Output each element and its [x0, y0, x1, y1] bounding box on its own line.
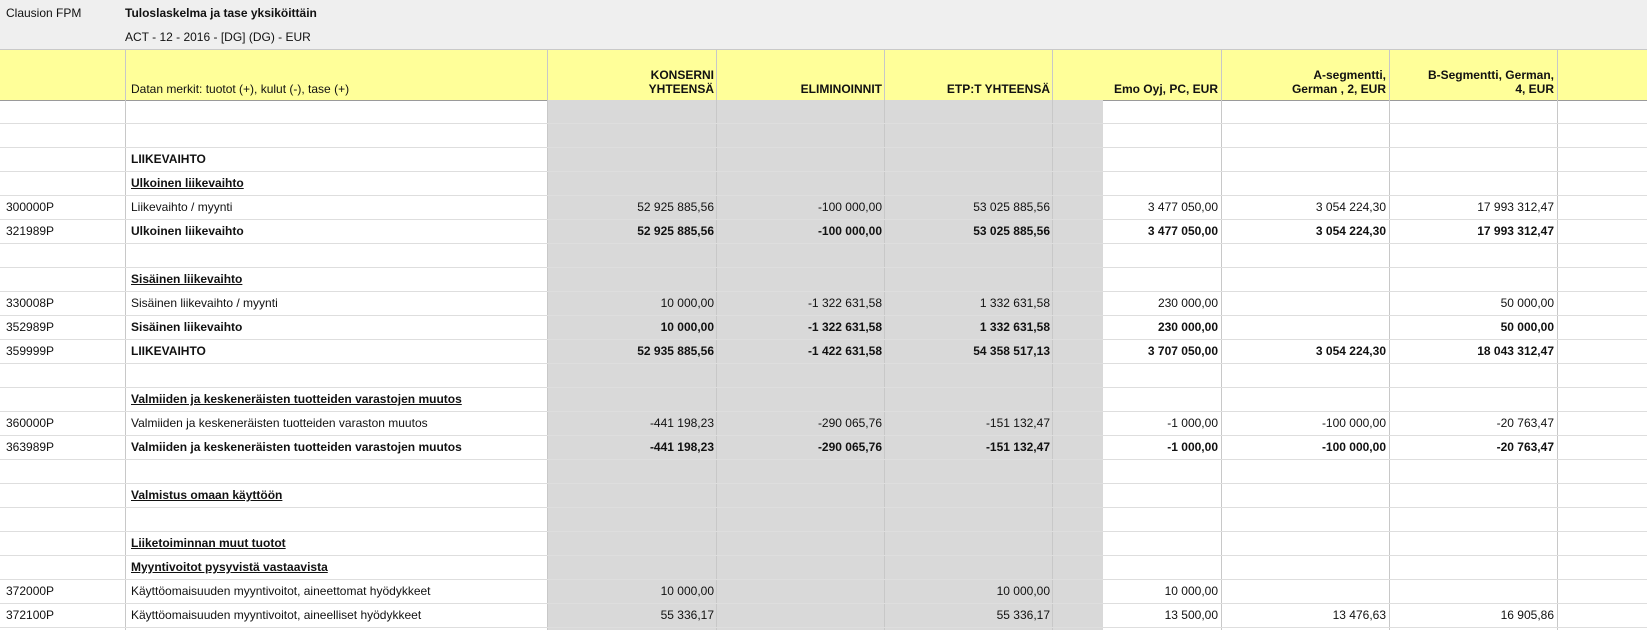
account-code[interactable]: 363989P [6, 440, 55, 454]
value-cell[interactable]: -290 065,76 [817, 416, 882, 430]
account-code[interactable]: 300000P [6, 200, 55, 214]
table-row[interactable] [0, 604, 1647, 628]
value-cell[interactable]: 3 054 224,30 [1315, 200, 1386, 214]
account-code[interactable]: 372100P [6, 608, 55, 622]
account-label[interactable]: Valmistus omaan käyttöön [131, 488, 283, 502]
value-cell[interactable]: 1 332 631,58 [979, 320, 1050, 334]
value-cell[interactable]: 55 336,17 [660, 608, 714, 622]
value-cell[interactable]: 3 054 224,30 [1315, 344, 1386, 358]
value-cell[interactable]: 13 500,00 [1164, 608, 1218, 622]
table-row[interactable] [0, 172, 1647, 196]
table-row[interactable] [0, 100, 1647, 124]
value-cell[interactable]: -100 000,00 [817, 200, 882, 214]
value-cell[interactable]: 17 993 312,47 [1477, 200, 1554, 214]
table-row[interactable] [0, 364, 1647, 388]
report-title: Tuloslaskelma ja tase yksiköittäin [125, 6, 317, 20]
col-header-b-segmentti[interactable]: B-Segmentti, German, 4, EUR [1427, 68, 1554, 96]
value-cell[interactable]: 50 000,00 [1500, 320, 1554, 334]
report-header-row-2 [0, 25, 1647, 50]
account-label[interactable]: Käyttöomaisuuden myyntivoitot, aineelliset hyödykkeet [131, 608, 422, 622]
account-label[interactable]: Valmiiden ja keskeneräisten tuotteiden varastojen muutos [131, 440, 462, 454]
table-row[interactable] [0, 532, 1647, 556]
value-cell[interactable]: -100 000,00 [1321, 416, 1386, 430]
table-row[interactable] [0, 124, 1647, 148]
account-label[interactable]: LIIKEVAIHTO [131, 152, 206, 166]
value-cell[interactable]: 10 000,00 [1164, 584, 1218, 598]
value-cell[interactable]: 10 000,00 [660, 296, 714, 310]
account-label[interactable]: Liikevaihto / myynti [131, 200, 233, 214]
table-row[interactable] [0, 268, 1647, 292]
table-row[interactable] [0, 556, 1647, 580]
account-label[interactable]: Sisäinen liikevaihto [131, 320, 243, 334]
value-cell[interactable]: 10 000,00 [660, 320, 714, 334]
account-label[interactable]: Käyttöomaisuuden myyntivoitot, aineettomat hyödykkeet [131, 584, 431, 598]
table-row[interactable] [0, 484, 1647, 508]
value-cell[interactable]: 10 000,00 [660, 584, 714, 598]
col-header-etpt[interactable]: ETP:T YHTEENSÄ [946, 82, 1050, 96]
account-label[interactable]: Sisäinen liikevaihto [131, 272, 243, 286]
value-cell[interactable]: -441 198,23 [649, 416, 714, 430]
report-header-row-1 [0, 0, 1647, 25]
value-cell[interactable]: 13 476,63 [1332, 608, 1386, 622]
value-cell[interactable]: 3 054 224,30 [1315, 224, 1386, 238]
table-row[interactable] [0, 148, 1647, 172]
value-cell[interactable]: -100 000,00 [1321, 440, 1386, 454]
value-cell[interactable]: 3 477 050,00 [1147, 200, 1218, 214]
value-cell[interactable]: 53 025 885,56 [973, 200, 1050, 214]
account-code[interactable]: 359999P [6, 344, 55, 358]
account-code[interactable]: 360000P [6, 416, 55, 430]
account-label[interactable]: Sisäinen liikevaihto / myynti [131, 296, 278, 310]
account-code[interactable]: 330008P [6, 296, 55, 310]
value-cell[interactable]: -1 000,00 [1167, 416, 1218, 430]
value-cell[interactable]: -20 763,47 [1496, 416, 1554, 430]
value-cell[interactable]: -1 422 631,58 [807, 344, 882, 358]
value-cell[interactable]: -1 322 631,58 [807, 296, 882, 310]
value-cell[interactable]: -151 132,47 [985, 440, 1050, 454]
col-header-a-segmentti[interactable]: A-segmentti, German , 2, EUR [1291, 68, 1386, 96]
value-cell[interactable]: -1 000,00 [1167, 440, 1218, 454]
col-header-konserni[interactable]: KONSERNI YHTEENSÄ [648, 68, 714, 96]
table-row[interactable] [0, 436, 1647, 460]
table-row[interactable] [0, 220, 1647, 244]
account-code[interactable]: 372000P [6, 584, 55, 598]
value-cell[interactable]: 52 935 885,56 [637, 344, 714, 358]
value-cell[interactable]: 16 905,86 [1500, 608, 1554, 622]
table-row[interactable] [0, 580, 1647, 604]
account-label[interactable]: Ulkoinen liikevaihto [131, 224, 244, 238]
report-subtitle: ACT - 12 - 2016 - [DG] (DG) - EUR [125, 30, 311, 44]
table-row[interactable] [0, 292, 1647, 316]
account-label[interactable]: Valmiiden ja keskeneräisten tuotteiden varastojen muutos [131, 392, 462, 406]
value-cell[interactable]: 17 993 312,47 [1477, 224, 1554, 238]
value-cell[interactable]: -20 763,47 [1496, 440, 1554, 454]
table-row[interactable] [0, 244, 1647, 268]
column-header-row [0, 50, 1647, 101]
account-label[interactable]: Myyntivoitot pysyvistä vastaavista [131, 560, 328, 574]
account-code[interactable]: 321989P [6, 224, 55, 238]
table-row[interactable] [0, 388, 1647, 412]
account-label[interactable]: Liiketoiminnan muut tuotot [131, 536, 286, 550]
value-cell[interactable]: -151 132,47 [985, 416, 1050, 430]
account-label[interactable]: Ulkoinen liikevaihto [131, 176, 244, 190]
value-cell[interactable]: 18 043 312,47 [1477, 344, 1554, 358]
value-cell[interactable]: -441 198,23 [649, 440, 714, 454]
value-cell[interactable]: 3 477 050,00 [1147, 224, 1218, 238]
table-row[interactable] [0, 460, 1647, 484]
value-cell[interactable]: 1 332 631,58 [979, 296, 1050, 310]
table-row[interactable] [0, 340, 1647, 364]
table-row[interactable] [0, 316, 1647, 340]
value-cell[interactable]: 50 000,00 [1500, 296, 1554, 310]
value-cell[interactable]: 230 000,00 [1157, 296, 1218, 310]
value-cell[interactable]: -290 065,76 [817, 440, 882, 454]
sign-note: Datan merkit: tuotot (+), kulut (-), tase (+) [131, 82, 350, 96]
table-row[interactable] [0, 196, 1647, 220]
value-cell[interactable]: 3 707 050,00 [1147, 344, 1218, 358]
table-row[interactable] [0, 508, 1647, 532]
value-cell[interactable]: -1 322 631,58 [807, 320, 882, 334]
value-cell[interactable]: 53 025 885,56 [973, 224, 1050, 238]
account-label[interactable]: LIIKEVAIHTO [131, 344, 206, 358]
account-code[interactable]: 352989P [6, 320, 55, 334]
value-cell[interactable]: 230 000,00 [1157, 320, 1218, 334]
value-cell[interactable]: 52 925 885,56 [637, 224, 714, 238]
value-cell[interactable]: 10 000,00 [996, 584, 1050, 598]
table-row[interactable] [0, 412, 1647, 436]
value-cell[interactable]: 55 336,17 [996, 608, 1050, 622]
value-cell[interactable]: -100 000,00 [817, 224, 882, 238]
account-label[interactable]: Valmiiden ja keskeneräisten tuotteiden varaston muutos [131, 416, 428, 430]
value-cell[interactable]: 54 358 517,13 [973, 344, 1050, 358]
col-header-eliminoinnit[interactable]: ELIMINOINNIT [800, 82, 882, 96]
value-cell[interactable]: 52 925 885,56 [637, 200, 714, 214]
app-name: Clausion FPM [6, 6, 82, 20]
col-header-emo[interactable]: Emo Oyj, PC, EUR [1113, 82, 1218, 96]
